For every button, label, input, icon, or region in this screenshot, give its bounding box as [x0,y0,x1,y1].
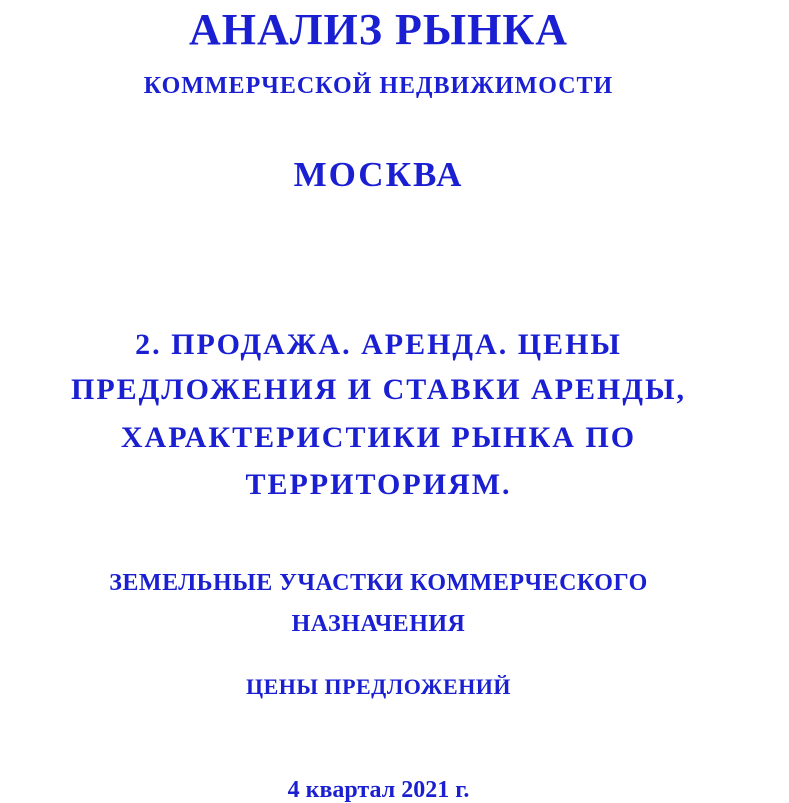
prices-heading: ЦЕНЫ ПРЕДЛОЖЕНИЙ [245,674,512,699]
subsection-heading-line-1: ЗЕМЕЛЬНЫЕ УЧАСТКИ КОММЕРЧЕСКОГО [109,570,648,596]
section-heading-line-1: 2. ПРОДАЖА. АРЕНДА. ЦЕНЫ [135,328,622,361]
city-heading: МОСКВА [293,155,464,194]
report-date: 4 квартал 2021 г. [287,777,470,803]
section-heading-line-3: ХАРАКТЕРИСТИКИ РЫНКА ПО [120,421,637,454]
document-title: АНАЛИЗ РЫНКА [189,5,568,54]
section-heading-line-4: ТЕРРИТОРИЯМ. [245,468,512,501]
subsection-heading-line-2: НАЗНАЧЕНИЯ [291,611,466,637]
section-heading-line-2: ПРЕДЛОЖЕНИЯ И СТАВКИ АРЕНДЫ, [71,373,686,406]
document-subtitle: КОММЕРЧЕСКОЙ НЕДВИЖИМОСТИ [143,73,614,99]
